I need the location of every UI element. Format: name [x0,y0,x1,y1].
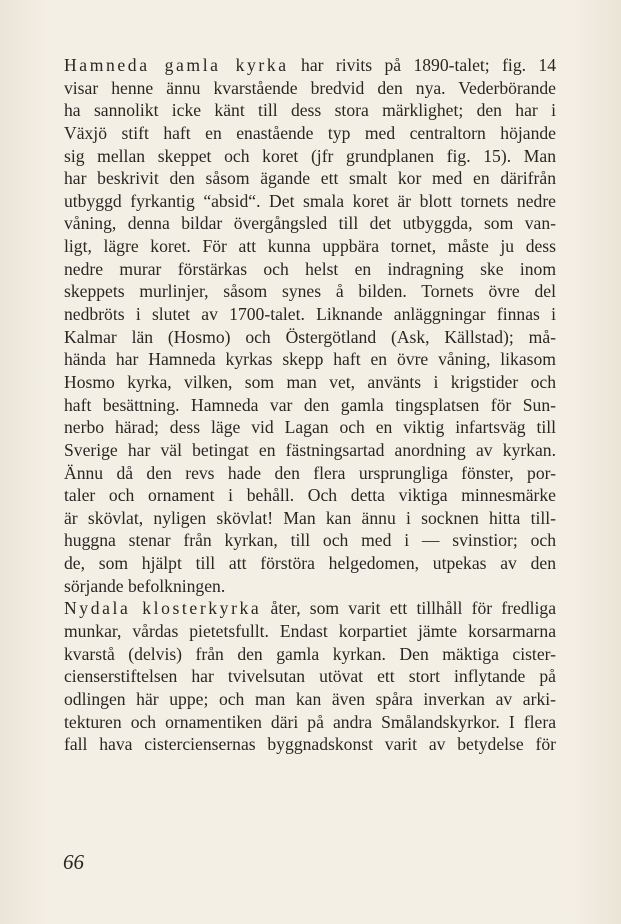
text-line: Sverige har väl betingat en fästningsartad anordning av kyrkan. [64,439,556,460]
text-line: haft besättning. Hamneda var den gamla tingsplatsen för Sun- [64,394,556,415]
page-number: 66 [63,850,84,874]
body-text [64,54,556,756]
emphasized-heading-nydala: Nydala klosterkyrka [64,598,262,619]
text-line: hända har Hamneda kyrkas skepp haft en övre våning, likasom [64,349,556,370]
text-line: odlingen här uppe; och man kan även spåra inverkan av arki- [64,688,556,709]
text-line: utbyggd fyrkantig “absid“. Det smala koret är blott tornets nedre [64,190,556,211]
text-line-segment: har rivits på 1890-talet; fig. 14 [288,55,556,75]
text-line: sig mellan skeppet och koret (jfr grundplanen fig. 15). Man [64,145,556,166]
text-line: ha sannolikt icke känt till dess stora märklighet; den har i [64,100,556,121]
text-line: visar henne ännu kvarstående bredvid den nya. Vederbörande [64,77,556,98]
text-line-segment: åter, som varit ett tillhåll för fredliga [261,598,556,619]
text-line: nedbröts i slutet av 1700-talet. Liknande anläggningar finnas i [64,304,556,325]
text-line: taler och ornament i behåll. Och detta viktiga minnesmärke [64,485,556,506]
text-line: kvarstå (delvis) från den gamla kyrkan. Den mäktiga cister- [64,643,556,664]
text-line: Hosmo kyrka, vilken, som man vet, använts i krigstider och [64,371,556,392]
text-line: sörjande befolkningen. [64,575,226,596]
text-line: huggna stenar från kyrkan, till och med i — svinstior; och [64,530,556,551]
text-line: ligt, lägre koret. För att kunna uppbära tornet, måste ju dess [64,236,556,257]
text-line: de, som hjälpt till att förstöra helgedomen, utpekas av den [64,553,556,574]
text-line: munkar, vårdas pietetsfullt. Endast korpartiet jämte korsarmarna [64,621,556,642]
text-line: nedre murar förstärkas och helst en indragning ske inom [64,258,556,279]
text-line: nerbo härad; dess läge vid Lagan och en viktig infartsväg till [64,417,556,438]
text-line: fall hava cisterciensernas byggnadskonst varit av betydelse för [64,734,556,755]
emphasized-heading-hamneda: Hamneda gamla kyrka [64,55,289,75]
text-line: skeppets murlinjer, såsom synes å bilden. Tornets övre del [64,281,556,302]
text-line: Ännu då den revs hade den flera ursprungliga fönster, por- [64,462,556,483]
text-line [64,54,556,77]
text-line [64,597,556,620]
text-line: är skövlat, nyligen skövlat! Man kan ännu i socknen hitta till- [64,507,556,528]
text-line: tekturen och ornamentiken däri på andra Smålandskyrkor. I flera [64,711,556,732]
text-line: cienserstiftelsen har tvivelsutan utövat ett stort inflytande på [64,666,556,687]
text-line: har beskrivit den såsom ägande ett smalt kor med en därifrån [64,168,556,189]
text-line: Växjö stift haft en enastående typ med centraltorn höjande [64,122,556,143]
text-line: Kalmar län (Hosmo) och Östergötland (Ask, Källstad); må- [64,326,556,347]
text-line: våning, denna bildar övergångsled till det utbyggda, som van- [64,213,556,234]
